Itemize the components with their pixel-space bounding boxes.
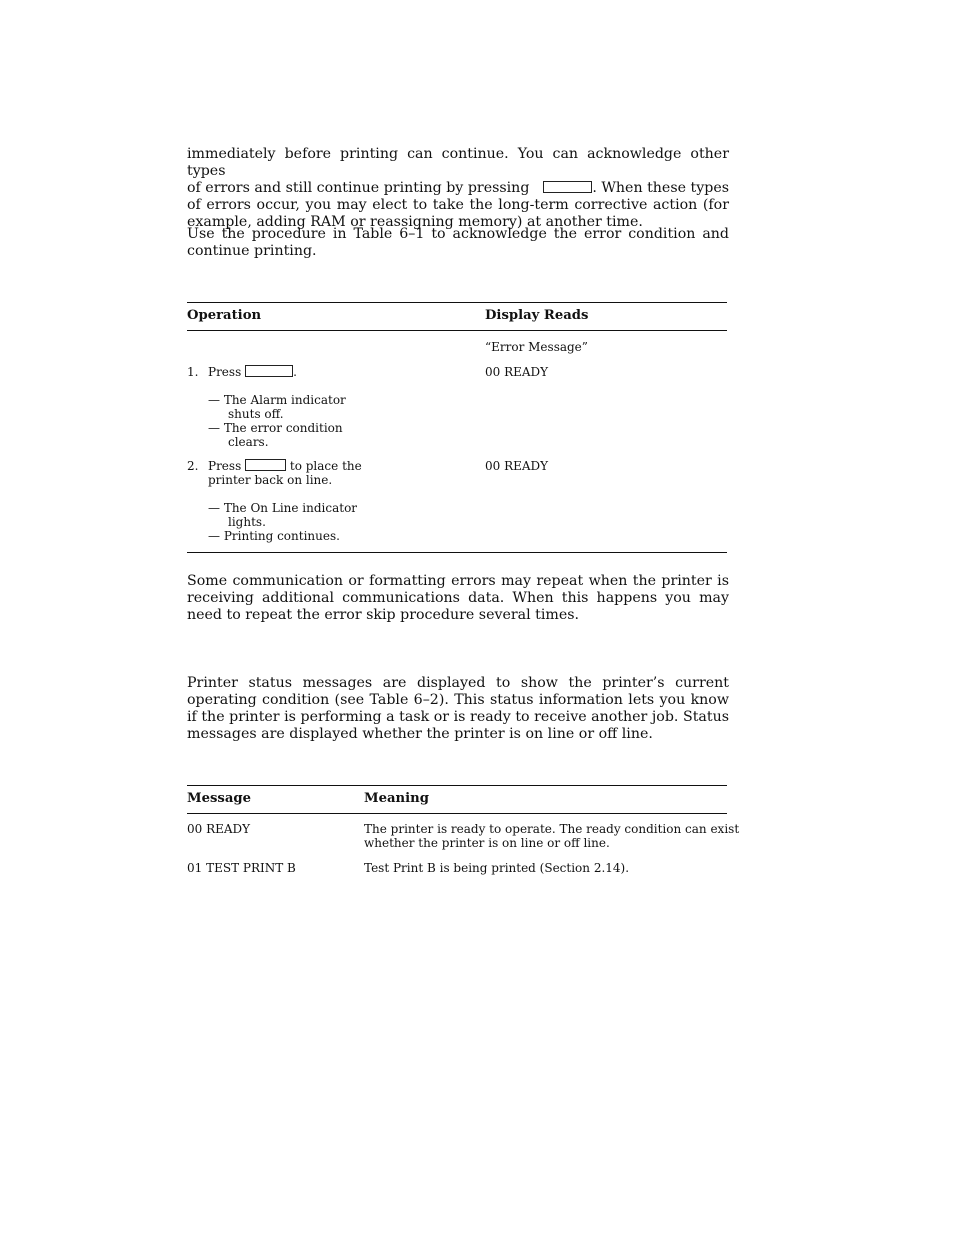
initial-display: “Error Message”: [485, 340, 588, 354]
status-line-4: messages are displayed whether the printer is on line or off line.: [187, 726, 653, 742]
row-1-meaning-line-2: whether the printer is on line or off line.: [364, 836, 610, 850]
column-header-display-reads: Display Reads: [485, 308, 589, 323]
step-2-sub-1a: — The On Line indicator: [208, 501, 358, 515]
row-1-meaning-line-1: The printer is ready to operate. The ready condition can exist: [364, 822, 740, 836]
table-status-messages: [187, 785, 740, 885]
intro-line-3: of errors occur, you may elect to take the long-term corrective action (for: [187, 197, 729, 213]
step-2-after: to place the: [289, 459, 362, 473]
table-bottom-rule: [187, 552, 727, 553]
intro-line-2a: of errors and still continue printing by pressing: [187, 180, 530, 196]
use-line-2: continue printing.: [187, 243, 317, 259]
step-1-display: 00 READY: [485, 365, 549, 379]
column-header-operation: Operation: [187, 308, 262, 323]
communication-errors-paragraph: [187, 573, 729, 624]
step-1-sub-2a: — The error condition: [208, 421, 343, 435]
status-line-2: operating condition (see Table 6–2). This status information lets you know: [187, 692, 729, 708]
use-procedure-paragraph: [187, 226, 729, 260]
step-1-sub-2b: clears.: [228, 435, 269, 449]
comm-line-3: need to repeat the error skip procedure several times.: [187, 607, 580, 623]
intro-line-4: example, adding RAM or reassigning memory) at another time.: [187, 214, 643, 230]
status-messages-paragraph: [187, 675, 729, 743]
step-2-substeps: [208, 501, 357, 543]
comm-line-2: receiving additional communications data. When this happens you may: [187, 590, 729, 606]
step-2-line-2: printer back on line.: [208, 473, 333, 487]
step-2-sub-1b: lights.: [228, 515, 266, 529]
use-line-1: Use the procedure in Table 6–1 to acknowledge the error condition and: [187, 226, 729, 242]
row-2-message: 01 TEST PRINT B: [187, 861, 296, 875]
key-box-icon: [245, 459, 286, 473]
intro-line-2: [187, 180, 729, 197]
step-1-sub-1a: — The Alarm indicator: [208, 393, 346, 407]
row-1-message: 00 READY: [187, 822, 251, 836]
table-header-rule: [187, 330, 727, 331]
step-2-press: Press: [208, 459, 242, 473]
step-1-press: Press: [208, 365, 242, 379]
step-1-text: [208, 365, 297, 379]
comm-line-1: Some communication or formatting errors may repeat when the printer is: [187, 573, 729, 589]
step-2-text: [208, 459, 362, 487]
key-box-icon: [245, 365, 293, 379]
intro-paragraph: [187, 146, 729, 231]
row-2-meaning: Test Print B is being printed (Section 2.14).: [364, 861, 630, 875]
table2-header-rule: [187, 813, 727, 814]
column-header-meaning: Meaning: [364, 791, 429, 806]
table2-top-rule: [187, 785, 727, 786]
step-2-display: 00 READY: [485, 459, 549, 473]
table-error-procedure: [187, 302, 729, 554]
step-1-after: .: [293, 365, 297, 379]
key-box-icon: [543, 180, 592, 197]
status-line-3: if the printer is performing a task or is ready to receive another job. Status: [187, 709, 729, 725]
step-1-substeps: [208, 393, 346, 449]
step-2-sub-2a: — Printing continues.: [208, 529, 340, 543]
status-line-1: Printer status messages are displayed to show the printer’s current: [187, 675, 729, 691]
intro-line-2b: . When these types: [592, 180, 729, 196]
step-1-number: 1.: [187, 365, 199, 379]
step-2-number: 2.: [187, 459, 199, 473]
step-1-sub-1b: shuts off.: [228, 407, 284, 421]
row-1-meaning: [364, 822, 740, 850]
column-header-message: Message: [187, 791, 251, 806]
table-top-rule: [187, 302, 727, 303]
intro-line-1: immediately before printing can continue. You can acknowledge other types: [187, 146, 729, 179]
